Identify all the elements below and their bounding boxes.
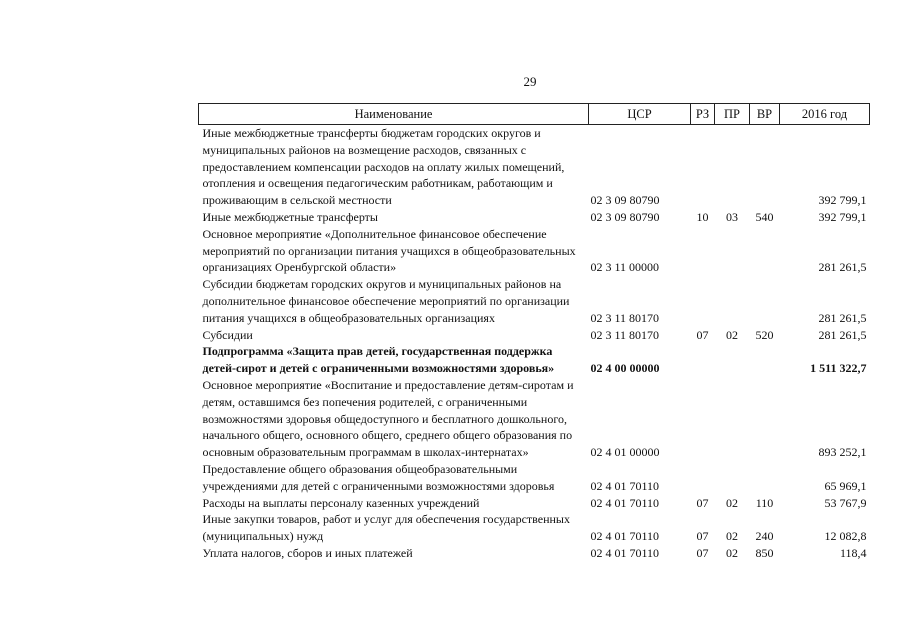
row-pr bbox=[715, 343, 750, 377]
row-vr: 240 bbox=[755, 529, 774, 544]
row-csr: 02 3 11 80170 bbox=[590, 310, 660, 325]
row-vr: 540 bbox=[755, 209, 774, 224]
table-row bbox=[199, 461, 870, 495]
row-pr: 02 bbox=[726, 327, 738, 342]
row-amount: 12 082,8 bbox=[824, 529, 867, 544]
row-amount: 118,4 bbox=[839, 545, 867, 560]
row-csr: 02 4 01 70110 bbox=[590, 478, 660, 493]
row-rz: 07 bbox=[696, 529, 709, 544]
row-csr: 02 4 01 70110 bbox=[590, 529, 660, 544]
row-vr bbox=[750, 377, 780, 461]
row-name: Подпрограмма «Защита прав детей, государственная поддержка детей-сирот и детей с ограниченными возможностями здоровья» bbox=[202, 344, 555, 376]
row-vr: 850 bbox=[755, 545, 774, 560]
row-csr: 02 3 11 80170 bbox=[590, 327, 660, 342]
row-name: Основное мероприятие «Воспитание и предоставление детям-сиротам и детям, оставшимся без попечения родителей, с ограниченными возможностями здоровья общедоступного и бесплатного дошкольного, начального общего, основного общего, среднего общего образования по основным образовательным программам в школах-интернатах» bbox=[202, 377, 574, 460]
row-pr bbox=[715, 276, 750, 326]
row-rz bbox=[691, 226, 715, 276]
row-csr: 02 4 00 00000 bbox=[590, 361, 660, 376]
table-header-row bbox=[199, 104, 870, 125]
row-pr bbox=[715, 461, 750, 495]
row-vr: 110 bbox=[755, 495, 774, 510]
row-name: Иные закупки товаров, работ и услуг для обеспечения государственных (муниципальных) нужд bbox=[202, 512, 570, 544]
row-pr: 03 bbox=[726, 209, 738, 224]
row-name: Субсидии бюджетам городских округов и муниципальных районов на дополнительное финансовое обеспечение мероприятий по организации питания учащихся в общеобразовательных организациях bbox=[202, 277, 570, 325]
row-name: Уплата налогов, сборов и иных платежей bbox=[202, 545, 413, 560]
row-amount: 281 261,5 bbox=[818, 310, 867, 325]
row-rz bbox=[691, 461, 715, 495]
row-vr: 520 bbox=[755, 327, 774, 342]
table-row bbox=[199, 327, 870, 344]
row-vr bbox=[750, 343, 780, 377]
row-rz bbox=[691, 343, 715, 377]
row-rz: 10 bbox=[696, 209, 709, 224]
table-row bbox=[199, 125, 870, 209]
row-rz: 07 bbox=[696, 495, 709, 510]
row-amount: 65 969,1 bbox=[824, 478, 867, 493]
row-rz: 07 bbox=[696, 327, 709, 342]
row-name: Расходы на выплаты персоналу казенных учреждений bbox=[202, 495, 480, 510]
row-name: Субсидии bbox=[202, 327, 253, 342]
row-rz: 07 bbox=[696, 545, 709, 560]
row-pr: 02 bbox=[726, 529, 738, 544]
row-pr bbox=[715, 125, 750, 209]
row-pr bbox=[715, 377, 750, 461]
row-vr bbox=[750, 125, 780, 209]
row-rz bbox=[691, 125, 715, 209]
row-pr: 02 bbox=[726, 545, 738, 560]
row-csr: 02 3 09 80790 bbox=[590, 193, 660, 208]
table-row bbox=[199, 209, 870, 226]
row-amount: 281 261,5 bbox=[818, 260, 867, 275]
table-row bbox=[199, 343, 870, 377]
row-vr bbox=[750, 226, 780, 276]
row-csr: 02 4 01 70110 bbox=[590, 545, 660, 560]
row-rz bbox=[691, 377, 715, 461]
row-amount: 281 261,5 bbox=[818, 327, 867, 342]
table-row bbox=[199, 226, 870, 276]
row-amount: 1 511 322,7 bbox=[810, 361, 867, 376]
header-csr: ЦСР bbox=[589, 104, 691, 125]
row-vr bbox=[750, 461, 780, 495]
row-csr: 02 3 09 80790 bbox=[590, 209, 660, 224]
row-rz bbox=[691, 276, 715, 326]
row-name: Предоставление общего образования общеобразовательными учреждениями для детей с ограниченными возможностями здоровья bbox=[202, 461, 555, 493]
table-row bbox=[199, 495, 870, 512]
budget-table bbox=[198, 103, 870, 562]
row-name: Иные межбюджетные трансферты бюджетам городских округов и муниципальных районов на возмещение расходов, связанных с предоставлением компенсации расходов на оплату жилых помещений, отопления и освещения педагогическим работникам, работающим и проживающим в сельской местности bbox=[202, 126, 565, 208]
header-name: Наименование bbox=[199, 104, 589, 125]
row-csr: 02 4 01 00000 bbox=[590, 445, 660, 460]
header-year: 2016 год bbox=[780, 104, 870, 125]
row-amount: 392 799,1 bbox=[818, 209, 867, 224]
row-pr bbox=[715, 226, 750, 276]
header-vr: ВР bbox=[750, 104, 780, 125]
table-row bbox=[199, 545, 870, 562]
row-name: Основное мероприятие «Дополнительное финансовое обеспечение мероприятий по организации питания учащихся в общеобразовательных организациях Оренбургской области» bbox=[202, 226, 576, 275]
row-csr: 02 4 01 70110 bbox=[590, 495, 660, 510]
row-amount: 392 799,1 bbox=[818, 193, 867, 208]
row-csr: 02 3 11 00000 bbox=[590, 260, 660, 275]
row-pr: 02 bbox=[726, 495, 738, 510]
row-name: Иные межбюджетные трансферты bbox=[202, 209, 378, 224]
row-vr bbox=[750, 276, 780, 326]
row-amount: 53 767,9 bbox=[824, 495, 867, 510]
page-number: 29 bbox=[523, 74, 537, 89]
row-amount: 893 252,1 bbox=[818, 445, 867, 460]
header-rz: РЗ bbox=[691, 104, 715, 125]
table-row bbox=[199, 377, 870, 461]
table-row bbox=[199, 511, 870, 545]
table-row bbox=[199, 276, 870, 326]
table-body bbox=[199, 125, 870, 562]
header-pr: ПР bbox=[715, 104, 750, 125]
